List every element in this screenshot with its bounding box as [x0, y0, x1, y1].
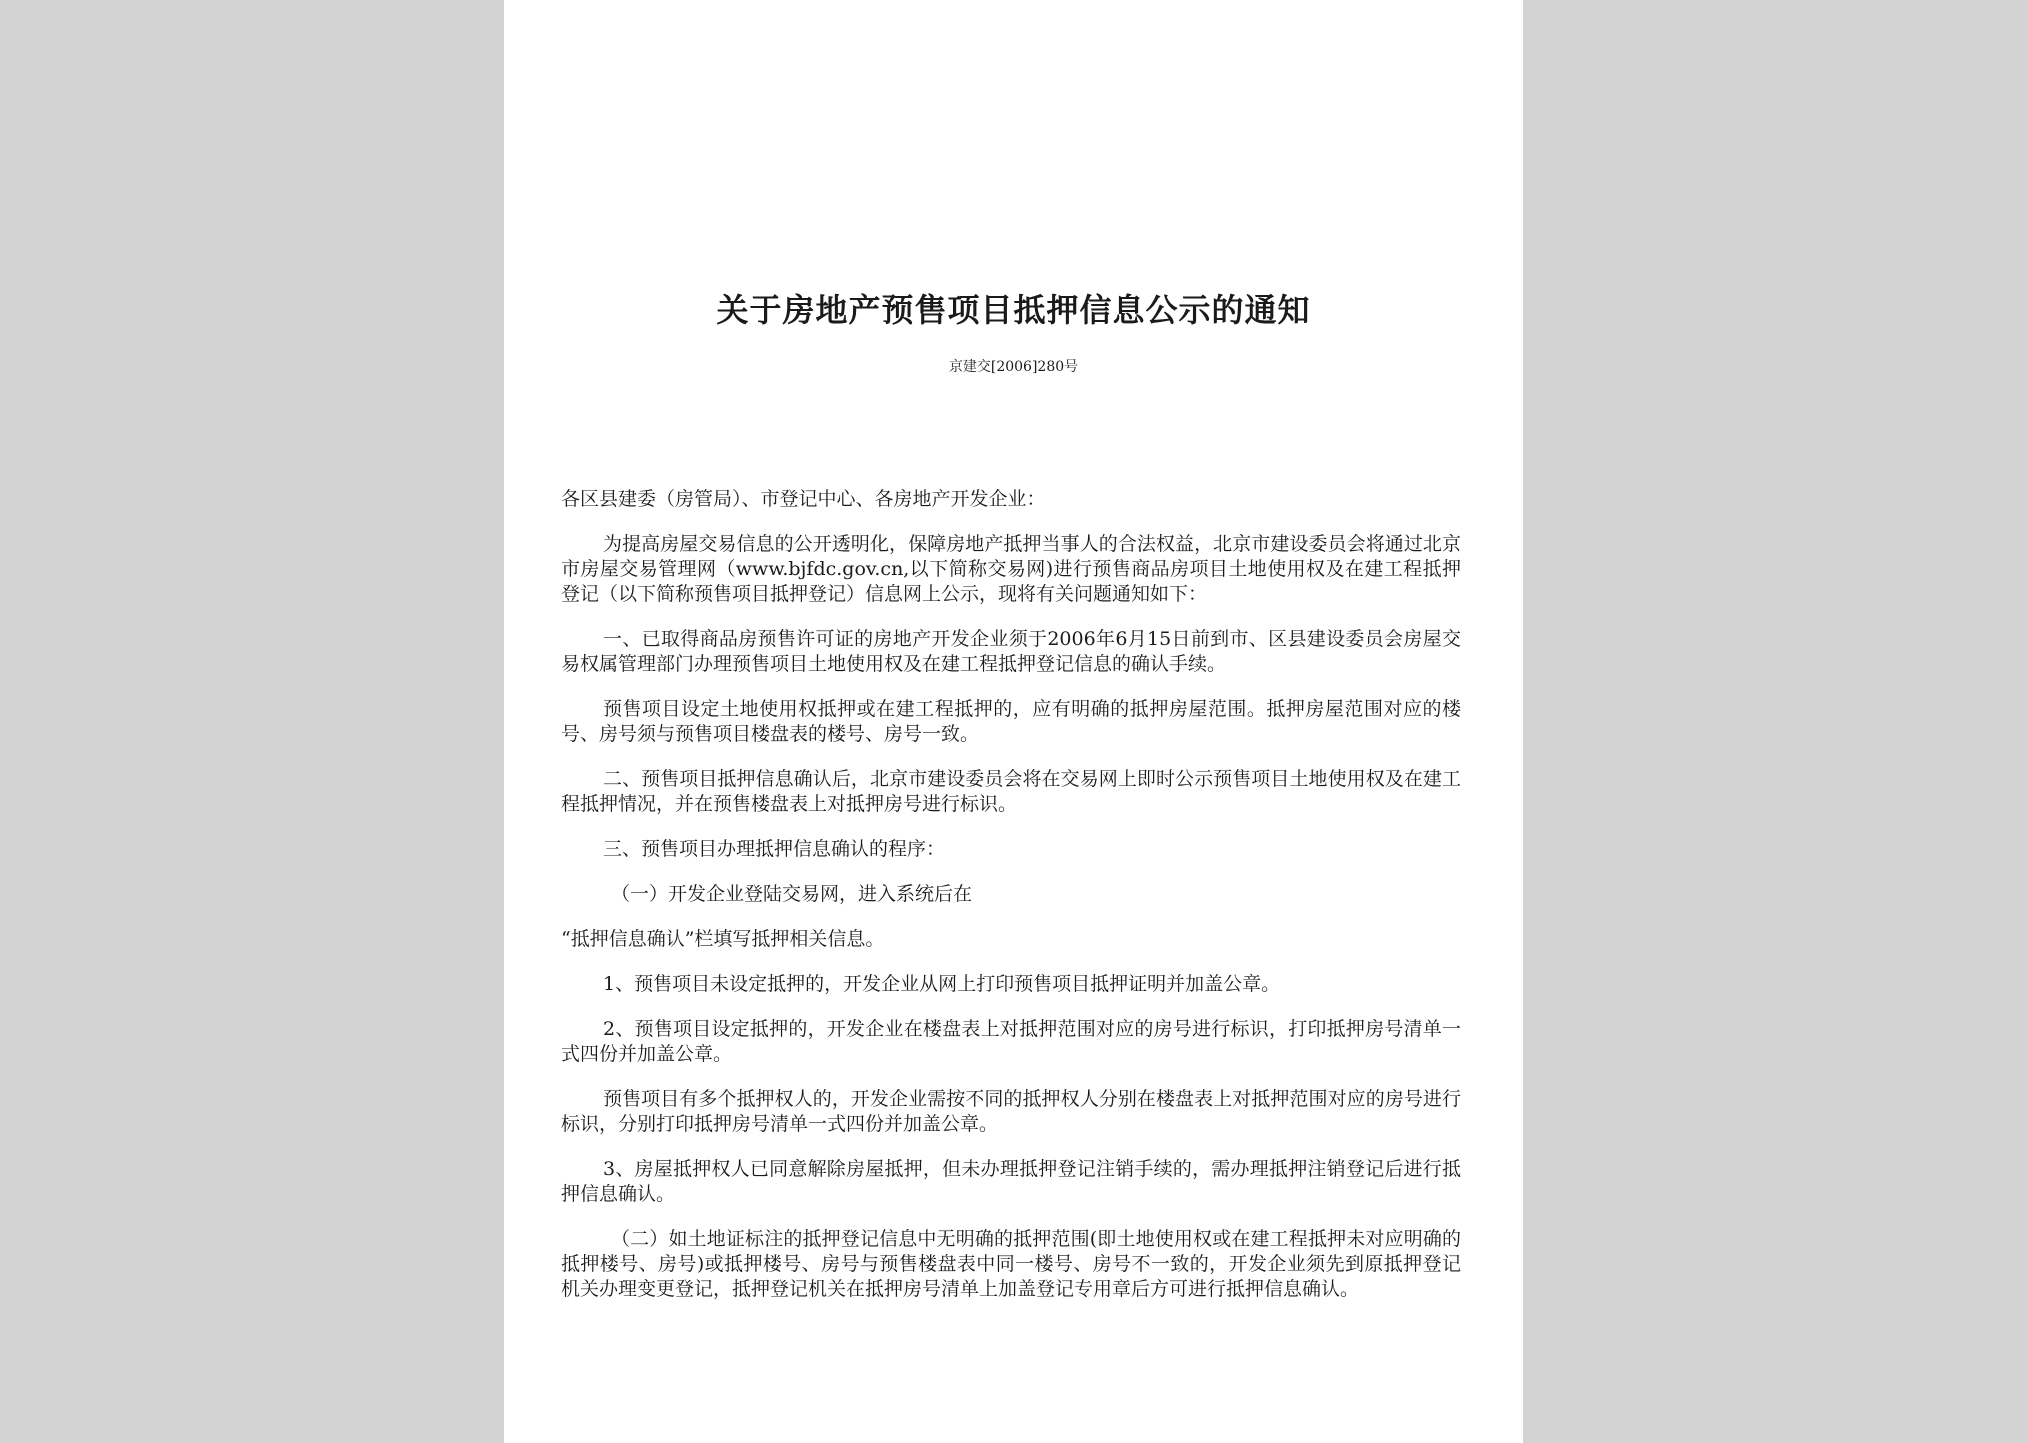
paragraph-step-2: （二）如土地证标注的抵押登记信息中无明确的抵押范围(即土地使用权或在建工程抵押未对应明确的抵押楼号、房号)或抵押楼号、房号与预售楼盘表中同一楼号、房号不一致的，开发企业须先到原抵押登记机关办理变更登记，抵押登记机关在抵押房号清单上加盖登记专用章后方可进行抵押信息确认。: [561, 1228, 1461, 1300]
document-page: [504, 0, 1523, 1443]
document-number: 京建交[2006]280号: [948, 359, 1079, 375]
paragraph-step-1-cont: “抵押信息确认”栏填写抵押相关信息。: [561, 928, 885, 950]
paragraph-step-1: （一）开发企业登陆交易网，进入系统后在: [611, 883, 973, 905]
paragraph-item-3: 三、预售项目办理抵押信息确认的程序：: [603, 838, 946, 860]
paragraph-item-1-note: 预售项目设定土地使用权抵押或在建工程抵押的，应有明确的抵押房屋范围。抵押房屋范围对应的楼号、房号须与预售项目楼盘表的楼号、房号一致。: [561, 698, 1461, 745]
document-title: 关于房地产预售项目抵押信息公示的通知: [716, 291, 1311, 329]
salutation: 各区县建委（房管局）、市登记中心、各房地产开发企业：: [561, 488, 1046, 510]
paragraph-substep-2-note: 预售项目有多个抵押权人的，开发企业需按不同的抵押权人分别在楼盘表上对抵押范围对应的房号进行标识，分别打印抵押房号清单一式四份并加盖公章。: [561, 1088, 1461, 1135]
paragraph-substep-2: 2、预售项目设定抵押的，开发企业在楼盘表上对抵押范围对应的房号进行标识，打印抵押房号清单一式四份并加盖公章。: [561, 1018, 1461, 1065]
document-body: [561, 487, 1461, 1322]
paragraph-substep-3: 3、房屋抵押权人已同意解除房屋抵押，但未办理抵押登记注销手续的，需办理抵押注销登记后进行抵押信息确认。: [561, 1158, 1461, 1205]
paragraph-intro: 为提高房屋交易信息的公开透明化，保障房地产抵押当事人的合法权益，北京市建设委员会将通过北京市房屋交易管理网（www.bjfdc.gov.cn,以下简称交易网)进行预售商品房项目土地使用权及在建工程抵押登记（以下简称预售项目抵押登记）信息网上公示，现将有关问题通知如下：: [561, 533, 1461, 605]
paragraph-substep-1: 1、预售项目未设定抵押的，开发企业从网上打印预售项目抵押证明并加盖公章。: [603, 973, 1281, 995]
paragraph-item-1: 一、已取得商品房预售许可证的房地产开发企业须于2006年6月15日前到市、区县建设委员会房屋交易权属管理部门办理预售项目土地使用权及在建工程抵押登记信息的确认手续。: [561, 628, 1461, 675]
paragraph-item-2: 二、预售项目抵押信息确认后，北京市建设委员会将在交易网上即时公示预售项目土地使用权及在建工程抵押情况，并在预售楼盘表上对抵押房号进行标识。: [561, 768, 1461, 815]
